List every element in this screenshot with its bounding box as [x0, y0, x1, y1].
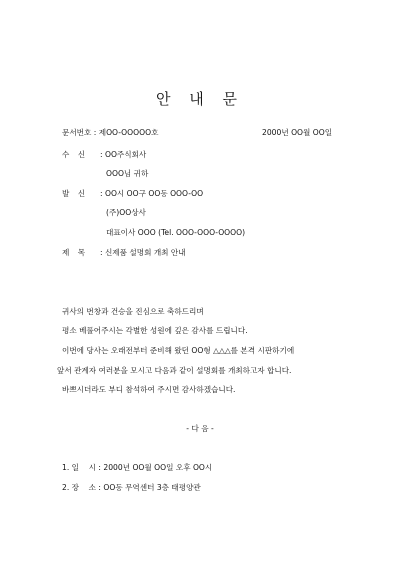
recipient-row — [62, 150, 146, 160]
subject-row — [62, 248, 186, 258]
detail-location: 2. 장 소 : OO동 무역센터 3층 태평양관 — [62, 483, 201, 492]
body-paragraph-2: 평소 베풀어주시는 각별한 성원에 깊은 감사를 드립니다. — [62, 326, 248, 335]
recipient-value: : OO주식회사 — [100, 150, 147, 159]
detail-datetime: 1. 일 시 : 2000년 OO월 OO일 오후 OO시 — [62, 463, 213, 472]
document-date: 2000년 OO월 OO일 — [262, 128, 333, 137]
sender-address: : OO시 OO구 OO동 OOO-OO — [100, 189, 204, 198]
sender-row — [62, 189, 203, 199]
body-paragraph-3: 이번에 당사는 오래전부터 준비해 왔던 OO형 △△△를 본격 시판하기에 — [62, 346, 295, 355]
sender-representative: 대표이사 OOO (Tel. OOO-OOO-OOOO) — [106, 228, 246, 237]
recipient-label: 수 신 — [62, 150, 86, 159]
subject-label: 제 목 — [62, 248, 86, 257]
body-paragraph-1: 귀사의 번창과 건승을 진심으로 축하드리며 — [62, 307, 204, 316]
details-heading: - 다 음 - — [186, 424, 214, 433]
subject-value: : 신제품 설명회 개최 안내 — [100, 248, 186, 257]
sender-company: (주)OO상사 — [106, 208, 146, 217]
body-paragraph-4: 앞서 관계자 여러분을 모시고 다음과 같이 설명회를 개최하고자 합니다. — [57, 366, 292, 375]
body-paragraph-5: 바쁘시더라도 부디 참석하여 주시면 감사하겠습니다. — [62, 385, 236, 394]
sender-label: 발 신 — [62, 189, 86, 198]
document-number: 문서번호 : 제OO-OOOOO호 — [62, 128, 159, 137]
document-title: 안 내 문 — [155, 90, 244, 108]
recipient-person: OOO님 귀하 — [106, 169, 149, 178]
